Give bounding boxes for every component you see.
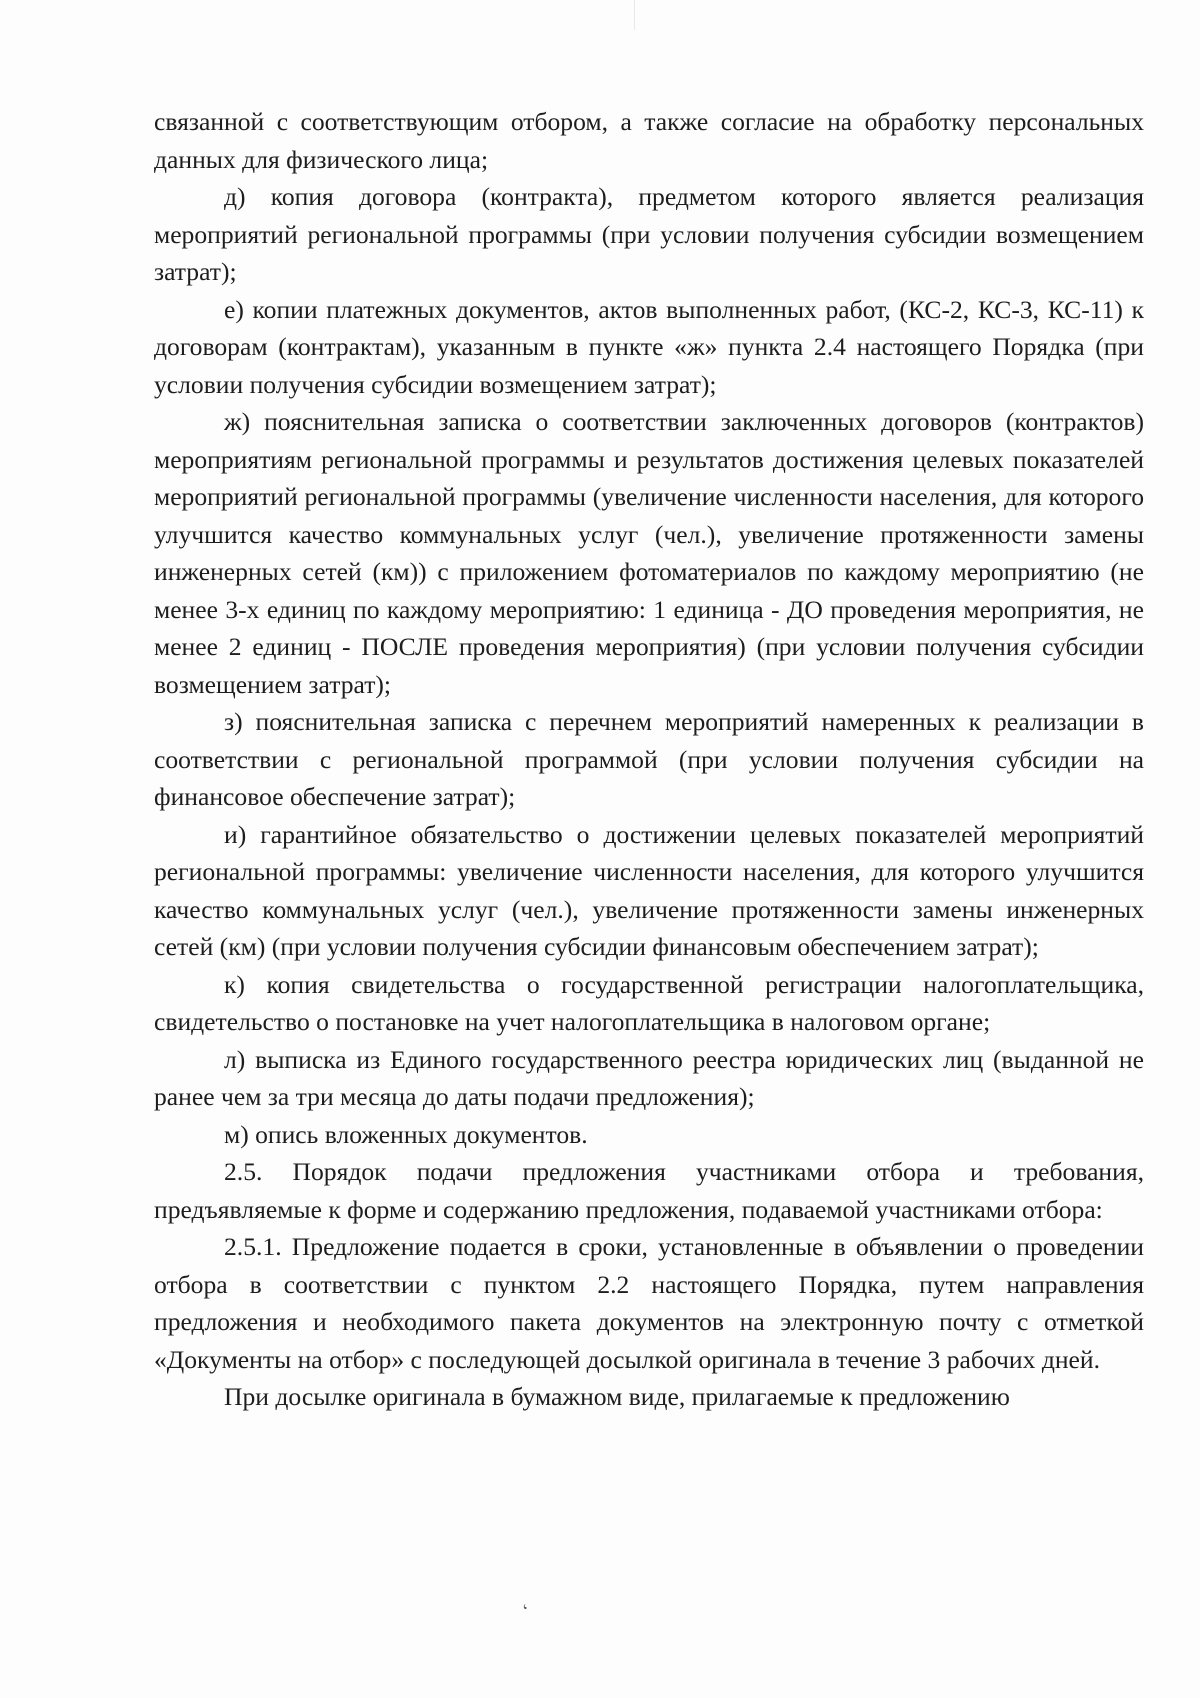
scan-artifact-line bbox=[634, 0, 635, 30]
paragraph-original-submission: При досылке оригинала в бумажном виде, прилагаемые к предложению bbox=[224, 1382, 1010, 1411]
paragraph-section-2-5-1: 2.5.1. Предложение подается в сроки, установленные в объявлении о проведении отбора в соответствии с пунктом 2.2 настоящего Порядка, путем направления предложения и необходимого пакета документов на электронную почту с отметкой «Документы на отбор» с последующей досылкой оригинала в течение 3 рабочих дней. bbox=[154, 1232, 1144, 1374]
paragraph-item-zh: ж) пояснительная записка о соответствии заключенных договоров (контрактов) мероприятиям региональной программы и результатов достижения целевых показателей мероприятий региональной программы (увеличение численности населения, для которого улучшится качество коммунальных услуг (чел.), увеличение протяженности замены инженерных сетей (км)) с приложением фотоматериалов по каждому мероприятию (не менее 3-х единиц по каждому мероприятию: 1 единица - ДО проведения мероприятия, не менее 2 единиц - ПОСЛЕ проведения мероприятия) (при условии получения субсидии возмещением затрат); bbox=[154, 407, 1144, 699]
paragraph-item-l: л) выписка из Единого государственного реестра юридических лиц (выданной не ранее чем за три месяца до даты подачи предложения); bbox=[154, 1044, 1144, 1111]
stray-pen-mark-icon: ‘ bbox=[519, 1599, 535, 1621]
paragraph-item-k: к) копия свидетельства о государственной регистрации налогоплательщика, свидетельство о постановке на учет налогоплательщика в налоговом органе; bbox=[154, 969, 1144, 1036]
paragraph-item-e: е) копии платежных документов, актов выполненных работ, (КС-2, КС-3, КС-11) к договорам (контрактам), указанным в пункте «ж» пункта 2.4 настоящего Порядка (при условии получения субсидии возмещением затрат); bbox=[154, 294, 1144, 399]
paragraph-item-z: з) пояснительная записка с перечнем мероприятий намеренных к реализации в соответствии с региональной программой (при условии получения субсидии на финансовое обеспечение затрат); bbox=[154, 707, 1144, 811]
document-body bbox=[154, 103, 1144, 1416]
paragraph-section-2-5: 2.5. Порядок подачи предложения участниками отбора и требования, предъявляемые к форме и содержанию предложения, подаваемой участниками отбора: bbox=[154, 1157, 1144, 1224]
paragraph-item-m: м) опись вложенных документов. bbox=[224, 1119, 588, 1149]
paragraph-continuation: связанной с соответствующим отбором, а также согласие на обработку персональных данных для физического лица; bbox=[154, 107, 1144, 174]
paragraph-item-i: и) гарантийное обязательство о достижении целевых показателей мероприятий региональной программы: увеличение численности населения, для которого улучшится качество коммунальных услуг (чел.), увеличение протяженности замены инженерных сетей (км) (при условии получения субсидии финансовым обеспечением затрат); bbox=[154, 819, 1144, 961]
paragraph-item-d: д) копия договора (контракта), предметом которого является реализация мероприятий региональной программы (при условии получения субсидии возмещением затрат); bbox=[154, 182, 1144, 286]
